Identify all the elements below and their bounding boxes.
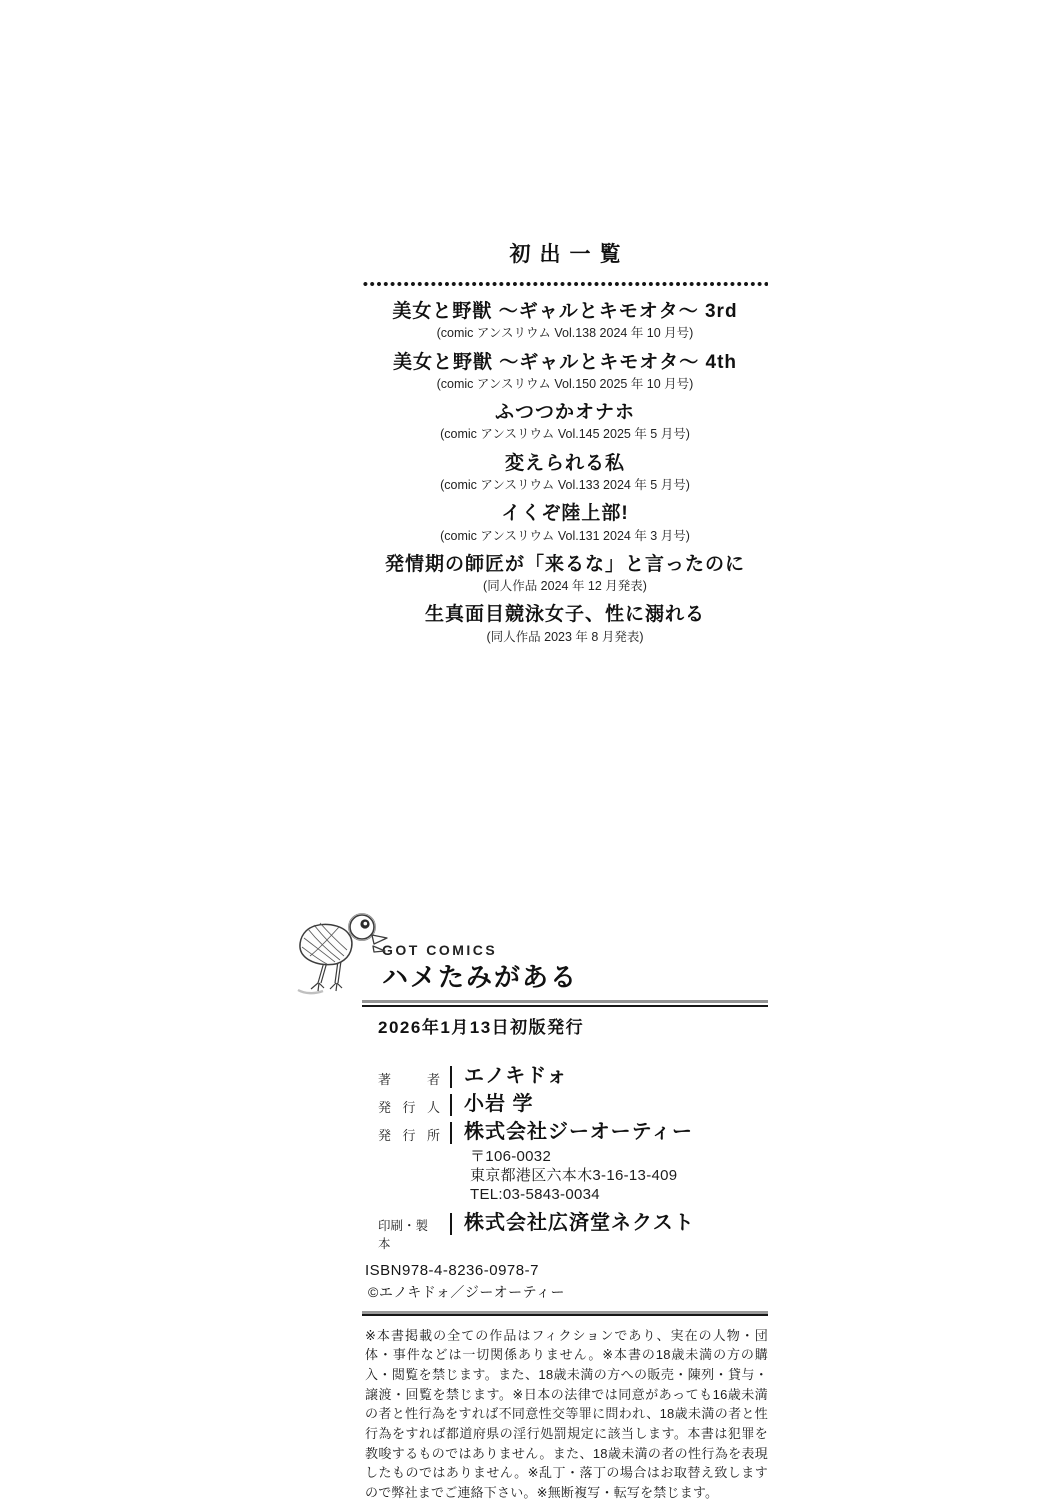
- credit-label: 著 者: [378, 1071, 440, 1087]
- work-source: (comic アンスリウム Vol.145 2025 年 5 月号): [440, 427, 690, 442]
- publication-entry: [362, 502, 768, 544]
- credit-value: エノキドォ: [464, 1064, 568, 1087]
- credit-value: 株式会社広済堂ネクスト: [464, 1211, 695, 1234]
- copyright-line: ©エノキドォ／ジーオーティー: [368, 1283, 566, 1300]
- work-source: (comic アンスリウム Vol.138 2024 年 10 月号): [436, 326, 694, 341]
- street-address: 東京都港区六本木3-16-13-409: [470, 1166, 678, 1184]
- credit-row-author: [378, 1064, 768, 1088]
- credit-divider-bar: [450, 1094, 452, 1116]
- book-title: ハメたみがある: [382, 962, 579, 992]
- publication-entry: [362, 452, 768, 494]
- first-publication-section: [362, 238, 768, 654]
- credit-value: 小岩 学: [464, 1092, 534, 1115]
- work-source: (comic アンスリウム Vol.131 2024 年 3 月号): [440, 528, 690, 543]
- publication-entry: [362, 401, 768, 443]
- publication-entry: [362, 553, 768, 595]
- credit-divider-bar: [450, 1122, 452, 1144]
- work-title: イくぞ陸上部!: [501, 503, 629, 525]
- work-title: 発情期の師匠が「来るな」と言ったのに: [384, 553, 745, 575]
- imprint-name: GOT COMICS: [382, 942, 498, 958]
- work-title: 美女と野獣 ～ギャルとキモオタ～ 3rd: [392, 301, 738, 322]
- credit-value: 株式会社ジーオーティー: [464, 1120, 693, 1143]
- bird-sketch-logo-icon: [296, 905, 388, 1002]
- isbn-number: ISBN978-4-8236-0978-7: [365, 1261, 539, 1279]
- credit-label: 発 行 所: [378, 1127, 440, 1143]
- work-source: (comic アンスリウム Vol.150 2025 年 10 月号): [436, 376, 694, 391]
- phone-number: TEL:03-5843-0034: [470, 1185, 600, 1203]
- credit-label: 印刷・製本: [378, 1218, 429, 1251]
- credits-table: [378, 1064, 768, 1252]
- work-title: ふつつかオナホ: [494, 402, 635, 424]
- work-source: (同人作品 2023 年 8 月発表): [486, 629, 644, 644]
- credit-row-printer: [378, 1211, 768, 1252]
- colophon-section: [362, 903, 768, 1500]
- title-divider: [362, 1000, 768, 1007]
- credit-divider-bar: [450, 1066, 452, 1088]
- publication-entry: [362, 603, 768, 645]
- publication-entry: [362, 300, 768, 342]
- credit-divider-bar: [450, 1213, 452, 1235]
- publisher-address: [464, 1144, 693, 1207]
- postal-code: 〒106-0032: [470, 1147, 552, 1165]
- credit-row-publisher-company: [378, 1120, 768, 1207]
- work-title: 美女と野獣 ～ギャルとキモオタ～ 4th: [392, 351, 738, 373]
- section-title: 初出一覧: [509, 243, 630, 266]
- disclaimer-divider: [362, 1311, 768, 1316]
- credit-row-publisher-person: [378, 1092, 768, 1116]
- work-title: 変えられる私: [504, 452, 625, 474]
- work-title: 生真面目競泳女子、性に溺れる: [424, 604, 705, 626]
- legal-disclaimer: ※本書掲載の全ての作品はフィクションであり、実在の人物・団体・事件などは一切関係ありません。※本書の18歳未満の方の購入・閲覧を禁じます。また、18歳未満の方への販売・陳列・貸与・譲渡・回覧を禁じます。※日本の法律では同意があっても16歳未満の者と性行為をすれば不同意性交等罪に問われ、18歳未満の者と性行為をすれば都道府県の淫行処罰規定に該当します。本書は犯罪を教唆するものではありません。また、18歳未満の者の性行為を表現したものではありません。※乱丁・落丁の場合はお取替え致しますので弊社までご連絡下さい。※無断複写・転写を禁じます。: [365, 1327, 768, 1500]
- work-source: (同人作品 2024 年 12 月発表): [483, 579, 647, 594]
- credit-label: 発 行 人: [378, 1099, 440, 1115]
- publication-entry: [362, 351, 768, 393]
- edition-date: 2026年1月13日初版発行: [378, 1017, 585, 1037]
- dotted-divider: [362, 281, 768, 287]
- work-source: (comic アンスリウム Vol.133 2024 年 5 月号): [440, 478, 690, 492]
